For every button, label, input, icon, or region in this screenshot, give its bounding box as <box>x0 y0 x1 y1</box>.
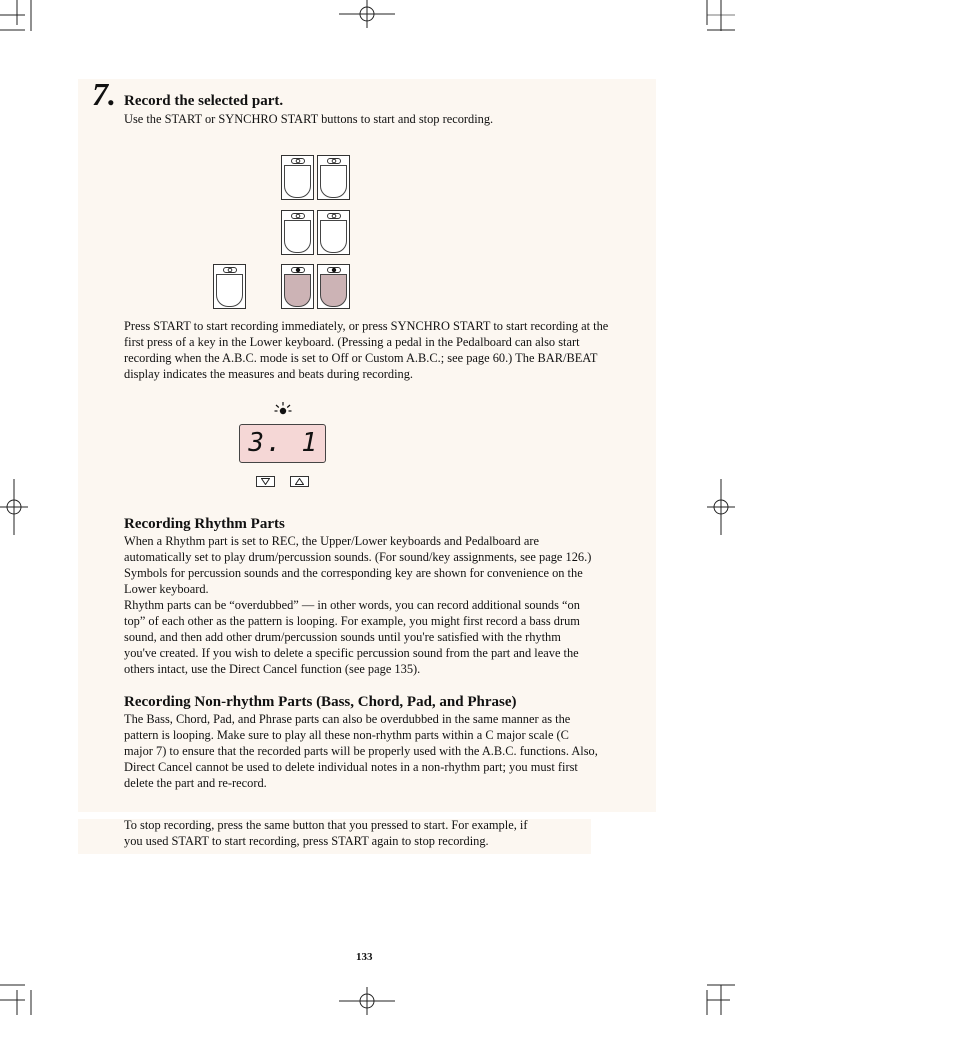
stop-note: To stop recording, press the same button that you pressed to start. For example, if you used START to start recording, press START again to stop recording. <box>124 818 528 848</box>
step-subtitle: Use the START or SYNCHRO START buttons to start and stop recording. <box>124 112 494 126</box>
led-icon <box>327 158 341 164</box>
led-icon <box>291 158 305 164</box>
rhythm-heading: Recording Rhythm Parts <box>124 516 285 532</box>
panel-button <box>317 210 350 255</box>
start-button <box>281 264 314 309</box>
bar-beat-value: 3. 1 <box>248 428 319 458</box>
panel-button <box>281 155 314 200</box>
nonrhythm-text: The Bass, Chord, Pad, and Phrase parts can also be overdubbed in the same manner as the pattern is looping. Make sure to play all these non-rhythm parts within a C major scale (C major 7) to ensure that the recorded parts will be properly used with the A.B.C. functions. Also, Direct Cancel cannot be used to delete individual notes in a non-rhythm part; you must first delete the part and re-record. <box>124 712 598 790</box>
step-number: 7. <box>92 76 116 112</box>
rhythm-text: When a Rhythm part is set to REC, the Upper/Lower keyboards and Pedalboard are automatically set to play drum/percussion sounds. (For sound/key assignments, see page 126.) Symbols for percussion sounds and the corresponding key are shown for convenience on the Lower keyboard. Rhythm parts can be “overdubbed” — in other words, you can record additional sounds “on top” of each other as the pattern is looping. For example, you might first record a bass drum sound, and then add other drum/percussion sounds until you're satisfied with the rhythm you've created. If you wish to delete a specific percussion sound from the part and leave the others intact, use the Direct Cancel function (see page 135). <box>124 534 592 676</box>
nonrhythm-heading: Recording Non-rhythm Parts (Bass, Chord, Pad, and Phrase) <box>124 694 517 710</box>
step-title: Record the selected part. <box>124 93 284 109</box>
page-number: 133 <box>356 951 373 963</box>
synchro-start-button <box>317 264 350 309</box>
start-instructions: Press START to start recording immediately, or press SYNCHRO START to start recording at the first press of a key in the Lower keyboard. (Pressing a pedal in the Pedalboard can also start recording when the A.B.C. mode is set to Off or Custom A.B.C.; see page 60.) The BAR/BEAT display indicates the measures and beats during recording. <box>124 319 609 381</box>
down-arrow-icon <box>261 478 270 485</box>
led-lit-icon <box>291 267 305 273</box>
up-arrow-icon <box>295 478 304 485</box>
led-lit-icon <box>327 267 341 273</box>
led-icon <box>327 213 341 219</box>
bar-beat-display <box>239 424 326 463</box>
down-arrow-button <box>256 476 275 487</box>
up-arrow-button <box>290 476 309 487</box>
beat-indicator-icon <box>274 401 292 416</box>
panel-button <box>317 155 350 200</box>
panel-button <box>281 210 314 255</box>
led-icon <box>223 267 237 273</box>
led-icon <box>291 213 305 219</box>
rec-button <box>213 264 246 309</box>
